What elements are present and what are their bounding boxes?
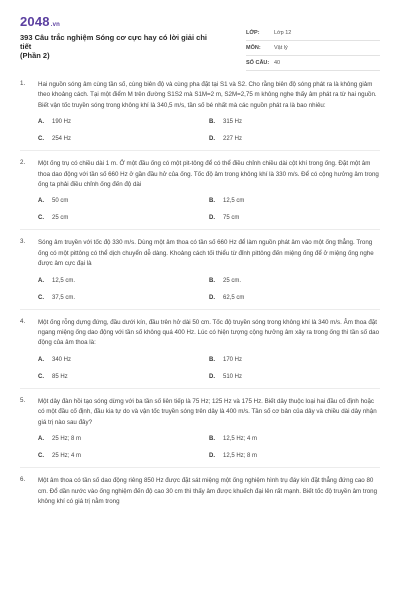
answer-option-c[interactable] — [38, 136, 209, 142]
option-letter: B. — [209, 356, 215, 363]
option-text: 227 Hz — [223, 136, 243, 143]
option-letter: B. — [209, 198, 215, 205]
option-text: 315 Hz — [223, 119, 243, 126]
question-item — [20, 238, 380, 309]
option-text: 75 cm — [223, 215, 240, 222]
answer-option-a[interactable] — [38, 357, 209, 363]
answer-option-b[interactable] — [209, 198, 380, 204]
question-list — [20, 80, 380, 523]
answer-options — [38, 436, 380, 459]
answer-option-b[interactable] — [209, 119, 380, 125]
question-text: Một âm thoa có tần số dao động riêng 850 Hz được đặt sát miệng một ống nghiệm hình trụ đáy kín đặt thẳng đứng cao 80 cm. Đổ dần nước vào ống nghiệm đến độ cao 30 cm thì thấy âm được khuếch đại lên rất mạnh. Biết tốc độ truyền âm trong không khí có giá trị nằm trong — [38, 477, 378, 505]
question-number: 2. — [20, 159, 26, 167]
answer-option-a[interactable] — [38, 278, 209, 284]
answer-option-b[interactable] — [209, 357, 380, 363]
option-text: 12,5 Hz; 4 m — [223, 436, 258, 443]
meta-value: Vật lý — [274, 45, 288, 51]
option-letter: D. — [209, 373, 215, 380]
option-text: 170 Hz — [223, 356, 243, 363]
question-number: 3. — [20, 238, 26, 246]
option-letter: D. — [209, 215, 215, 222]
document-title — [20, 33, 220, 60]
answer-option-a[interactable] — [38, 119, 209, 125]
option-text: 25 Hz; 8 m — [52, 436, 82, 443]
option-letter: A. — [38, 436, 44, 443]
option-text: 254 Hz — [52, 136, 72, 143]
option-text: 37,5 cm. — [52, 294, 76, 301]
question-text: Một dây đàn hồi tạo sóng dừng với ba tần số liên tiếp là 75 Hz; 125 Hz và 175 Hz. Biết dây thuộc loại hai đầu cố định hoặc có một đầu cố định, đầu kia tự do và vận tốc truyền sóng trên dây là 400 m/s. Tần số cơ bản của dây và chiều dài dây nhận giá trị nào sau đây? — [38, 397, 377, 426]
meta-row-subject — [246, 41, 380, 56]
option-letter: D. — [209, 453, 215, 460]
meta-row-class — [246, 26, 380, 41]
question-number: 5. — [20, 396, 26, 404]
answer-options — [38, 278, 380, 301]
logo-main: 2048 — [20, 14, 50, 29]
question-number: 4. — [20, 317, 26, 325]
question-item — [20, 159, 380, 230]
answer-option-b[interactable] — [209, 278, 380, 284]
option-letter: C. — [38, 136, 44, 143]
meta-label: LỚP: — [246, 30, 260, 36]
meta-label: MÔN: — [246, 45, 261, 51]
question-text: Một ống trụ có chiều dài 1 m. Ở một đầu ống có một pit-tông để có thể điều chỉnh chiều dài cột khí trong ống. Đặt một âm thoa dao động với tần số 660 Hz ở gần đầu hở của ống. Tốc độ âm trong không khí là 330 m/s. Để có cộng hưởng âm trong ống ta phải điều chỉnh ống đến độ dài — [38, 160, 379, 189]
option-text: 62,5 cm — [223, 294, 245, 301]
meta-value: 40 — [274, 60, 281, 66]
answer-option-d[interactable] — [209, 136, 380, 142]
meta-label: SỐ CÂU: — [246, 60, 270, 66]
option-text: 25 cm — [52, 215, 69, 222]
question-item — [20, 318, 380, 389]
meta-value: Lớp 12 — [274, 30, 292, 36]
answer-option-c[interactable] — [38, 374, 209, 380]
option-letter: D. — [209, 294, 215, 301]
document-meta — [246, 26, 380, 71]
option-text: 190 Hz — [52, 119, 72, 126]
answer-option-d[interactable] — [209, 374, 380, 380]
option-letter: A. — [38, 277, 44, 284]
question-number: 1. — [20, 80, 26, 87]
option-letter: A. — [38, 198, 44, 205]
option-text: 340 Hz — [52, 356, 72, 363]
answer-options — [38, 198, 380, 221]
question-item — [20, 476, 380, 515]
option-text: 50 cm — [52, 198, 69, 205]
question-item — [20, 80, 380, 151]
option-text: 510 Hz — [223, 373, 243, 380]
question-text: Sóng âm truyền với tốc độ 330 m/s. Dùng một âm thoa có tần số 660 Hz để làm nguồn phát âm vào một ống thẳng. Trong ống có một pittông có thể dịch chuyển dễ dàng. Khoảng cách tối thiểu từ đỉnh pittông đến miệng ống để ở miệng ống nghe được âm cực đại là — [38, 239, 374, 268]
site-logo[interactable] — [20, 14, 60, 29]
meta-row-count — [246, 56, 380, 71]
option-letter: B. — [209, 277, 215, 284]
answer-option-d[interactable] — [209, 295, 380, 301]
document-header — [20, 14, 380, 66]
option-text: 25 cm. — [223, 277, 242, 284]
answer-options — [38, 357, 380, 380]
answer-option-a[interactable] — [38, 198, 209, 204]
answer-option-c[interactable] — [38, 453, 209, 459]
answer-option-c[interactable] — [38, 295, 209, 301]
title-line-2: (Phần 2) — [20, 51, 50, 60]
option-letter: C. — [38, 294, 44, 301]
option-text: 25 Hz; 4 m — [52, 453, 82, 460]
option-letter: C. — [38, 373, 44, 380]
option-letter: D. — [209, 136, 215, 143]
question-text: Hai nguồn sóng âm cùng tần số, cùng biên độ và cùng pha đặt tại S1 và S2. Cho rằng biên độ sóng phát ra là không giảm theo khoảng cách. Tại một điểm M trên đường S1S2 mà S1M=2 m, S2M=2,75 m không nghe thấy âm phát ra từ hai nguồn. Biết vận tốc truyền sóng trong không khí là 340,5 m/s, tần số bé nhất mà các nguồn phát ra là bao nhiêu: — [38, 81, 377, 109]
answer-option-c[interactable] — [38, 215, 209, 221]
question-number: 6. — [20, 476, 26, 484]
option-letter: A. — [38, 119, 44, 126]
answer-options — [38, 119, 380, 142]
option-letter: A. — [38, 356, 44, 363]
title-line-1: 393 Câu trắc nghiệm Sóng cơ cực hay có lời giải chi tiết — [20, 33, 207, 51]
question-item — [20, 397, 380, 468]
option-text: 85 Hz — [52, 373, 68, 380]
answer-option-d[interactable] — [209, 453, 380, 459]
option-text: 12,5 Hz; 8 m — [223, 453, 258, 460]
option-letter: B. — [209, 119, 215, 126]
answer-option-b[interactable] — [209, 436, 380, 442]
answer-option-a[interactable] — [38, 436, 209, 442]
option-letter: C. — [38, 215, 44, 222]
logo-suffix: .vn — [50, 22, 61, 28]
option-letter: B. — [209, 436, 215, 443]
option-text: 12,5 cm. — [52, 277, 76, 284]
answer-option-d[interactable] — [209, 215, 380, 221]
option-text: 12,5 cm — [223, 198, 245, 205]
question-text: Một ống rỗng dựng đứng, đầu dưới kín, đầu trên hở dài 50 cm. Tốc độ truyền sóng trong không khí là 340 m/s. Âm thoa đặt ngang miệng ống dao động với tần số không quá 400 Hz. Lúc có hiện tượng cộng hưởng âm xảy ra trong ống thì tần số dao động của âm thoa là: — [38, 318, 380, 347]
option-letter: C. — [38, 453, 44, 460]
